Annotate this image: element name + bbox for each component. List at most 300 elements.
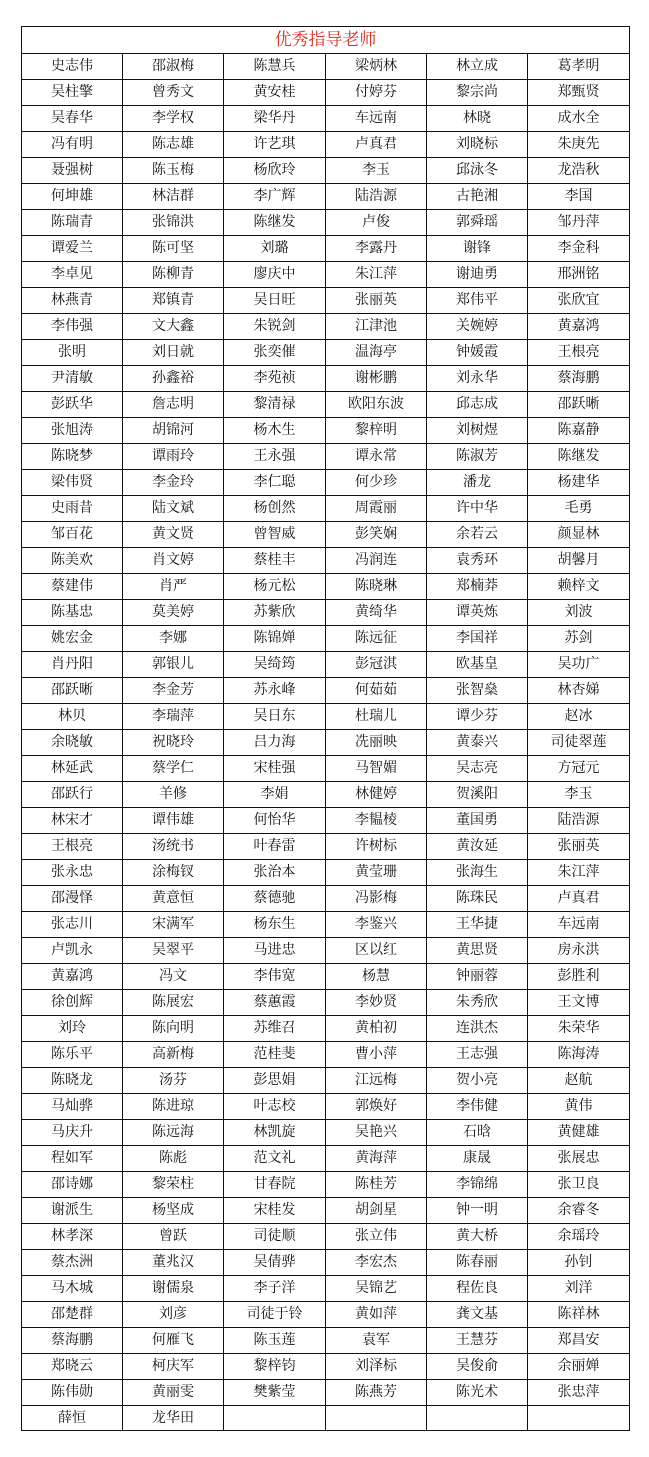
teacher-name-cell: 谭英炼 [427, 600, 528, 626]
teacher-name-cell: 薛恒 [22, 1406, 123, 1431]
teacher-name-cell: 李伟宽 [224, 964, 326, 990]
table-row [22, 1120, 630, 1146]
teacher-name-cell: 陈晓龙 [22, 1068, 123, 1094]
teacher-name-cell: 聂强树 [22, 158, 123, 184]
teacher-name-cell: 苏紫欣 [224, 600, 326, 626]
teacher-name-cell: 张丽英 [326, 288, 427, 314]
table-row [22, 1354, 630, 1380]
teacher-name-cell: 杨东生 [224, 912, 326, 938]
teacher-name-cell: 李苑祯 [224, 366, 326, 392]
teacher-name-cell: 冯有明 [22, 132, 123, 158]
teacher-name-cell: 陈继发 [528, 444, 630, 470]
teacher-name-cell: 陈晓梦 [22, 444, 123, 470]
teacher-name-cell: 陈嘉静 [528, 418, 630, 444]
teacher-name-cell: 谢派生 [22, 1198, 123, 1224]
teacher-name-cell: 陈瑞青 [22, 210, 123, 236]
teacher-name-cell: 陈桂芳 [326, 1172, 427, 1198]
table-row [22, 1406, 630, 1431]
teacher-name-cell: 石晗 [427, 1120, 528, 1146]
teacher-name-cell: 江津池 [326, 314, 427, 340]
teacher-name-cell: 张永忠 [22, 860, 123, 886]
teacher-name-cell: 王根亮 [22, 834, 123, 860]
teacher-name-cell: 汤芬 [123, 1068, 224, 1094]
teacher-name-cell: 吴翠平 [123, 938, 224, 964]
teacher-name-cell: 孙鑫裕 [123, 366, 224, 392]
teacher-name-cell: 邹丹萍 [528, 210, 630, 236]
teacher-name-cell: 许树标 [326, 834, 427, 860]
teacher-name-cell: 廖庆中 [224, 262, 326, 288]
teacher-name-cell: 张卫良 [528, 1172, 630, 1198]
teacher-name-cell: 姚宏金 [22, 626, 123, 652]
teacher-name-cell: 史雨昔 [22, 496, 123, 522]
teacher-name-cell: 吴功广 [528, 652, 630, 678]
teacher-name-cell: 谢彬鹏 [326, 366, 427, 392]
teacher-name-cell: 陈光术 [427, 1380, 528, 1406]
teacher-name-cell: 张旭涛 [22, 418, 123, 444]
teacher-name-cell: 史志伟 [22, 54, 123, 80]
teacher-name-cell: 何茹茹 [326, 678, 427, 704]
teacher-name-cell: 杜瑞儿 [326, 704, 427, 730]
table-row [22, 184, 630, 210]
table-row [22, 392, 630, 418]
teacher-name-cell: 莫美婷 [123, 600, 224, 626]
teacher-name-cell: 温海亭 [326, 340, 427, 366]
teacher-name-cell: 邱泳冬 [427, 158, 528, 184]
teacher-name-cell: 胡剑星 [326, 1198, 427, 1224]
teacher-name-cell: 陈继发 [224, 210, 326, 236]
teacher-name-cell: 朱锐剑 [224, 314, 326, 340]
table-row [22, 1146, 630, 1172]
teacher-name-cell: 马灿骅 [22, 1094, 123, 1120]
teacher-name-cell: 李玉 [326, 158, 427, 184]
teacher-name-cell: 蔡海鹏 [22, 1328, 123, 1354]
table-row [22, 418, 630, 444]
teacher-name-cell: 黄如萍 [326, 1302, 427, 1328]
table-row [22, 210, 630, 236]
table-row [22, 1302, 630, 1328]
teacher-name-cell: 王文博 [528, 990, 630, 1016]
teacher-name-cell: 范桂斐 [224, 1042, 326, 1068]
teacher-name-cell: 李瑞萍 [123, 704, 224, 730]
teacher-name-cell: 郭舜瑶 [427, 210, 528, 236]
teacher-name-cell: 李宏杰 [326, 1250, 427, 1276]
teacher-name-cell: 高新梅 [123, 1042, 224, 1068]
teacher-name-cell: 朱庚先 [528, 132, 630, 158]
teacher-name-cell: 谭爱兰 [22, 236, 123, 262]
teacher-name-cell: 李锦绵 [427, 1172, 528, 1198]
table-row [22, 236, 630, 262]
teacher-name-cell: 林贝 [22, 704, 123, 730]
teacher-name-cell: 马木城 [22, 1276, 123, 1302]
teacher-name-cell: 梁华丹 [224, 106, 326, 132]
teacher-name-cell: 柯庆军 [123, 1354, 224, 1380]
teacher-name-cell: 曾秀文 [123, 80, 224, 106]
teacher-name-cell: 冯文 [123, 964, 224, 990]
table-row [22, 444, 630, 470]
teacher-name-cell: 李玉 [528, 782, 630, 808]
teacher-name-cell: 陈柳青 [123, 262, 224, 288]
teacher-name-cell: 彭胜利 [528, 964, 630, 990]
teacher-name-cell: 黎荣柱 [123, 1172, 224, 1198]
table-row [22, 1276, 630, 1302]
teacher-name-cell: 杨创然 [224, 496, 326, 522]
table-body [22, 54, 630, 1431]
teacher-name-cell: 汤统书 [123, 834, 224, 860]
teacher-name-cell: 刘玲 [22, 1016, 123, 1042]
teacher-name-cell: 董兆汉 [123, 1250, 224, 1276]
teacher-name-cell: 梁伟贤 [22, 470, 123, 496]
teacher-name-cell: 蔡海鹏 [528, 366, 630, 392]
teacher-name-cell: 朱江萍 [326, 262, 427, 288]
table-row [22, 860, 630, 886]
teacher-name-cell: 蔡蕙霞 [224, 990, 326, 1016]
teacher-name-cell: 马庆升 [22, 1120, 123, 1146]
teacher-name-cell: 李金玲 [123, 470, 224, 496]
table-row [22, 626, 630, 652]
teacher-name-cell: 欧基皇 [427, 652, 528, 678]
teacher-name-cell: 黄思贤 [427, 938, 528, 964]
table-row [22, 340, 630, 366]
teacher-name-cell: 黄柏初 [326, 1016, 427, 1042]
teacher-name-cell: 王志强 [427, 1042, 528, 1068]
teacher-name-cell: 苏剑 [528, 626, 630, 652]
teacher-name-cell: 陈慧兵 [224, 54, 326, 80]
teacher-name-cell: 区以红 [326, 938, 427, 964]
teacher-name-cell: 赵冰 [528, 704, 630, 730]
teacher-name-cell: 李金科 [528, 236, 630, 262]
teacher-name-cell: 林杏娣 [528, 678, 630, 704]
teacher-name-cell: 许中华 [427, 496, 528, 522]
teacher-name-cell: 王永强 [224, 444, 326, 470]
table-title: 优秀指导老师 [22, 27, 630, 54]
teacher-name-cell: 陈进琼 [123, 1094, 224, 1120]
teacher-name-cell: 王慧芬 [427, 1328, 528, 1354]
teacher-name-cell: 陈春丽 [427, 1250, 528, 1276]
teacher-name-cell: 谢迪勇 [427, 262, 528, 288]
teacher-name-cell: 李娜 [123, 626, 224, 652]
teacher-name-cell: 关婉婷 [427, 314, 528, 340]
teacher-name-cell: 刘永华 [427, 366, 528, 392]
teacher-name-cell: 谭伟雄 [123, 808, 224, 834]
teacher-name-cell: 陈基忠 [22, 600, 123, 626]
teacher-name-cell: 刘泽标 [326, 1354, 427, 1380]
teacher-name-cell: 胡锦河 [123, 418, 224, 444]
teacher-name-cell: 付婷芬 [326, 80, 427, 106]
teacher-name-cell: 吴倩骅 [224, 1250, 326, 1276]
teacher-name-cell: 邵跃晰 [22, 678, 123, 704]
teacher-name-cell: 蔡杰洲 [22, 1250, 123, 1276]
teacher-name-cell: 蔡学仁 [123, 756, 224, 782]
teacher-name-cell: 钟丽蓉 [427, 964, 528, 990]
teacher-name-cell: 龚文基 [427, 1302, 528, 1328]
teacher-name-cell: 朱江萍 [528, 860, 630, 886]
teacher-name-cell: 陈珠民 [427, 886, 528, 912]
teacher-name-cell: 甘春院 [224, 1172, 326, 1198]
teacher-name-cell [528, 1406, 630, 1431]
teacher-name-cell: 杨坚成 [123, 1198, 224, 1224]
teacher-name-cell: 郭银儿 [123, 652, 224, 678]
table-row [22, 1172, 630, 1198]
teacher-table [21, 26, 630, 1431]
teacher-name-cell: 张治本 [224, 860, 326, 886]
teacher-name-cell: 江远梅 [326, 1068, 427, 1094]
table-row [22, 1042, 630, 1068]
teacher-name-cell: 袁秀环 [427, 548, 528, 574]
teacher-name-cell: 黄健雄 [528, 1120, 630, 1146]
teacher-name-cell: 林孝深 [22, 1224, 123, 1250]
teacher-name-cell: 毛勇 [528, 496, 630, 522]
teacher-name-cell: 钟媛霞 [427, 340, 528, 366]
teacher-name-cell: 羊修 [123, 782, 224, 808]
table-row [22, 1328, 630, 1354]
table-row [22, 1068, 630, 1094]
teacher-name-cell: 林宋才 [22, 808, 123, 834]
teacher-name-cell: 冯影梅 [326, 886, 427, 912]
teacher-name-cell: 林燕青 [22, 288, 123, 314]
teacher-name-cell: 余若云 [427, 522, 528, 548]
teacher-name-cell: 陈玉莲 [224, 1328, 326, 1354]
teacher-name-cell: 李伟健 [427, 1094, 528, 1120]
teacher-name-cell: 陈彪 [123, 1146, 224, 1172]
teacher-name-cell: 黄莹珊 [326, 860, 427, 886]
teacher-name-cell: 黄绮华 [326, 600, 427, 626]
teacher-name-cell: 王华捷 [427, 912, 528, 938]
teacher-name-cell: 陈乐平 [22, 1042, 123, 1068]
teacher-name-cell: 张志川 [22, 912, 123, 938]
teacher-name-cell: 邹百花 [22, 522, 123, 548]
table-row [22, 366, 630, 392]
teacher-name-cell: 余瑶玲 [528, 1224, 630, 1250]
teacher-name-cell: 吴锦艺 [326, 1276, 427, 1302]
teacher-name-cell: 潘龙 [427, 470, 528, 496]
teacher-name-cell: 郑镇青 [123, 288, 224, 314]
teacher-name-cell: 彭笑娴 [326, 522, 427, 548]
table-row [22, 262, 630, 288]
teacher-name-cell: 张忠萍 [528, 1380, 630, 1406]
teacher-name-cell: 谢儒泉 [123, 1276, 224, 1302]
table-row [22, 990, 630, 1016]
teacher-name-cell: 曾跃 [123, 1224, 224, 1250]
teacher-name-cell: 方冠元 [528, 756, 630, 782]
teacher-name-cell: 张海生 [427, 860, 528, 886]
teacher-name-cell: 李国 [528, 184, 630, 210]
teacher-name-cell: 宋桂强 [224, 756, 326, 782]
table-row [22, 886, 630, 912]
teacher-name-cell: 黄海萍 [326, 1146, 427, 1172]
teacher-name-cell: 邵跃行 [22, 782, 123, 808]
table-row [22, 1250, 630, 1276]
teacher-name-cell: 张展忠 [528, 1146, 630, 1172]
teacher-name-cell: 涂梅钗 [123, 860, 224, 886]
teacher-name-cell: 刘日就 [123, 340, 224, 366]
table-row [22, 808, 630, 834]
table-row [22, 106, 630, 132]
teacher-name-cell: 蔡德驰 [224, 886, 326, 912]
teacher-name-cell: 龙华田 [123, 1406, 224, 1431]
teacher-name-cell: 李韫棱 [326, 808, 427, 834]
teacher-name-cell: 程如军 [22, 1146, 123, 1172]
teacher-name-cell: 朱荣华 [528, 1016, 630, 1042]
teacher-name-cell: 刘晓标 [427, 132, 528, 158]
teacher-name-cell: 房永洪 [528, 938, 630, 964]
teacher-name-cell: 连洪杰 [427, 1016, 528, 1042]
teacher-name-cell: 陈远征 [326, 626, 427, 652]
teacher-name-cell: 彭冠淇 [326, 652, 427, 678]
teacher-name-cell: 林洁群 [123, 184, 224, 210]
teacher-name-cell: 邵楚群 [22, 1302, 123, 1328]
teacher-name-cell: 司徒于铃 [224, 1302, 326, 1328]
teacher-name-cell: 苏永峰 [224, 678, 326, 704]
teacher-name-cell: 张明 [22, 340, 123, 366]
table-row [22, 756, 630, 782]
teacher-name-cell: 张锦洪 [123, 210, 224, 236]
teacher-name-cell: 陈远海 [123, 1120, 224, 1146]
teacher-name-cell: 黄嘉鸿 [528, 314, 630, 340]
teacher-name-cell: 余丽婵 [528, 1354, 630, 1380]
teacher-name-cell: 周霞丽 [326, 496, 427, 522]
teacher-name-cell: 尹清敏 [22, 366, 123, 392]
teacher-name-cell: 陈玉梅 [123, 158, 224, 184]
teacher-name-cell: 吴春华 [22, 106, 123, 132]
teacher-name-cell: 邱志成 [427, 392, 528, 418]
teacher-name-cell: 范文礼 [224, 1146, 326, 1172]
teacher-name-cell: 郑甄贤 [528, 80, 630, 106]
teacher-name-cell: 黄大桥 [427, 1224, 528, 1250]
teacher-name-cell: 苏维召 [224, 1016, 326, 1042]
teacher-name-cell: 黄嘉鸿 [22, 964, 123, 990]
teacher-name-cell: 邢洲铭 [528, 262, 630, 288]
teacher-name-cell: 叶春雷 [224, 834, 326, 860]
teacher-name-cell: 林健婷 [326, 782, 427, 808]
teacher-name-cell: 黄泰兴 [427, 730, 528, 756]
teacher-name-cell: 张智燊 [427, 678, 528, 704]
teacher-name-cell: 余晓敏 [22, 730, 123, 756]
teacher-name-cell: 文大鑫 [123, 314, 224, 340]
table-row [22, 132, 630, 158]
teacher-name-cell: 陈晓琳 [326, 574, 427, 600]
teacher-name-cell: 卢凯永 [22, 938, 123, 964]
teacher-name-cell: 黄丽雯 [123, 1380, 224, 1406]
teacher-name-cell: 邵诗娜 [22, 1172, 123, 1198]
teacher-name-cell: 林凯旋 [224, 1120, 326, 1146]
teacher-name-cell: 颜显林 [528, 522, 630, 548]
teacher-name-cell: 何雁飞 [123, 1328, 224, 1354]
teacher-name-cell: 车远南 [326, 106, 427, 132]
teacher-name-cell: 李妙贤 [326, 990, 427, 1016]
teacher-name-cell: 陈可坚 [123, 236, 224, 262]
teacher-name-cell: 康晟 [427, 1146, 528, 1172]
teacher-name-cell: 赖梓文 [528, 574, 630, 600]
teacher-name-cell: 肖丹阳 [22, 652, 123, 678]
teacher-name-cell: 叶志校 [224, 1094, 326, 1120]
teacher-name-cell: 蔡桂丰 [224, 548, 326, 574]
teacher-name-cell: 贺小亮 [427, 1068, 528, 1094]
teacher-name-cell: 程佐良 [427, 1276, 528, 1302]
table-row [22, 288, 630, 314]
teacher-name-cell: 陆浩源 [528, 808, 630, 834]
teacher-name-cell: 张奕催 [224, 340, 326, 366]
teacher-name-cell: 谭永常 [326, 444, 427, 470]
teacher-name-cell: 胡馨月 [528, 548, 630, 574]
teacher-name-cell: 李金芳 [123, 678, 224, 704]
teacher-name-cell: 司徒翠莲 [528, 730, 630, 756]
table-row [22, 704, 630, 730]
table-row [22, 54, 630, 80]
teacher-name-cell: 李鉴兴 [326, 912, 427, 938]
teacher-name-cell: 梁炳林 [326, 54, 427, 80]
teacher-name-cell: 李娟 [224, 782, 326, 808]
teacher-name-cell: 冼丽映 [326, 730, 427, 756]
teacher-name-cell: 陈展宏 [123, 990, 224, 1016]
table-row [22, 158, 630, 184]
teacher-name-cell: 陈海涛 [528, 1042, 630, 1068]
table-row [22, 678, 630, 704]
teacher-name-cell: 卢真君 [528, 886, 630, 912]
teacher-name-cell: 刘彦 [123, 1302, 224, 1328]
teacher-name-cell: 卢真君 [326, 132, 427, 158]
teacher-name-cell: 彭跃华 [22, 392, 123, 418]
teacher-name-cell: 赵航 [528, 1068, 630, 1094]
teacher-name-cell: 钟一明 [427, 1198, 528, 1224]
table-row [22, 782, 630, 808]
teacher-name-cell: 林晓 [427, 106, 528, 132]
table-row [22, 1380, 630, 1406]
teacher-name-cell: 许艺琪 [224, 132, 326, 158]
teacher-name-cell [224, 1406, 326, 1431]
teacher-name-cell: 古艳湘 [427, 184, 528, 210]
teacher-name-cell: 马智媚 [326, 756, 427, 782]
teacher-name-cell: 葛孝明 [528, 54, 630, 80]
teacher-name-cell: 郑昌安 [528, 1328, 630, 1354]
table-row [22, 548, 630, 574]
table-row [22, 1224, 630, 1250]
table-row [22, 314, 630, 340]
teacher-name-cell: 李子洋 [224, 1276, 326, 1302]
teacher-name-cell: 吴艳兴 [326, 1120, 427, 1146]
teacher-name-cell: 郑晓云 [22, 1354, 123, 1380]
teacher-name-cell: 肖严 [123, 574, 224, 600]
teacher-name-cell: 祝晓玲 [123, 730, 224, 756]
teacher-name-cell: 谭少芬 [427, 704, 528, 730]
teacher-name-cell: 李仁聪 [224, 470, 326, 496]
teacher-name-cell: 郑伟平 [427, 288, 528, 314]
teacher-name-cell: 何怡华 [224, 808, 326, 834]
teacher-name-cell: 李卓见 [22, 262, 123, 288]
teacher-name-cell: 吴日东 [224, 704, 326, 730]
teacher-name-cell: 李学权 [123, 106, 224, 132]
teacher-name-cell: 杨慧 [326, 964, 427, 990]
teacher-name-cell: 余睿冬 [528, 1198, 630, 1224]
teacher-name-cell: 徐创辉 [22, 990, 123, 1016]
table-row [22, 834, 630, 860]
title-row [22, 27, 630, 54]
teacher-name-cell: 宋满军 [123, 912, 224, 938]
teacher-name-cell: 吴志亮 [427, 756, 528, 782]
teacher-name-cell: 马进忠 [224, 938, 326, 964]
teacher-name-cell: 李露丹 [326, 236, 427, 262]
table-row [22, 730, 630, 756]
teacher-name-cell: 樊紫莹 [224, 1380, 326, 1406]
teacher-name-cell: 陈志雄 [123, 132, 224, 158]
teacher-name-cell: 冯润连 [326, 548, 427, 574]
teacher-name-cell: 李广辉 [224, 184, 326, 210]
teacher-name-cell: 黎清禄 [224, 392, 326, 418]
teacher-name-cell: 谢锋 [427, 236, 528, 262]
teacher-name-cell: 刘璐 [224, 236, 326, 262]
teacher-name-cell: 吕力海 [224, 730, 326, 756]
teacher-name-cell: 曹小萍 [326, 1042, 427, 1068]
teacher-name-cell: 卢俊 [326, 210, 427, 236]
